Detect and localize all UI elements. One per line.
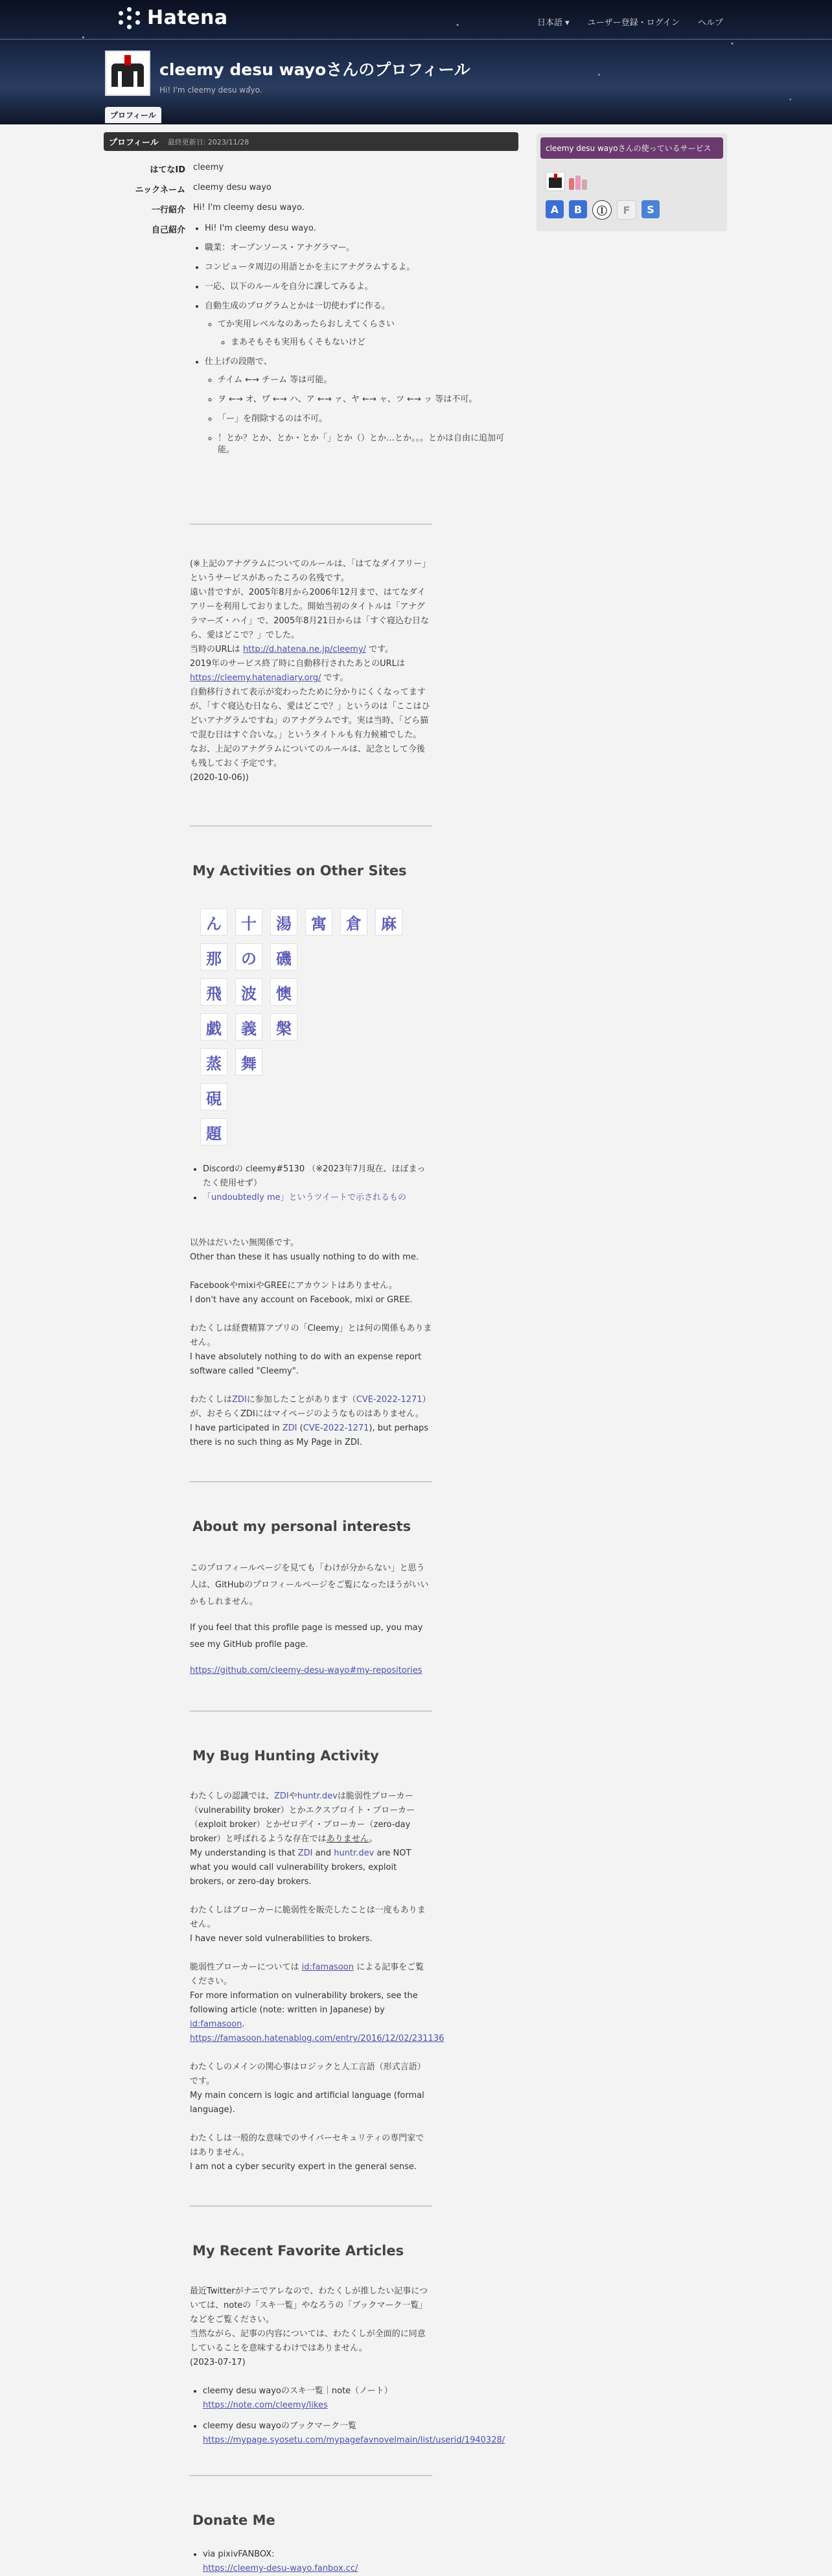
note-likes-link[interactable]: https://note.com/cleemy/likes [203, 2400, 328, 2410]
list-item: ◦ ヲ ←→ オ、ヷ ←→ ハ、ア ←→ ァ、ヤ ←→ ャ、ツ ←→ ッ 等は不可。 [218, 394, 514, 406]
kanji-tile[interactable]: 十 [235, 908, 262, 936]
one-line-value: Hi! I'm cleemy desu wayo. [193, 203, 305, 213]
old-diary-link[interactable]: http://d.hatena.ne.jp/cleemy/ [242, 645, 366, 654]
famasoon-link[interactable]: id:famasoon [190, 2019, 242, 2029]
fanbox-link[interactable]: https://cleemy-desu-wayo.fanbox.cc/ [203, 2564, 358, 2573]
list-item: • cleemy desu wayoのブックマーク一覧 https://mypage.syosetu.com/mypagefavnovelmain/list/userid/1940328/ [203, 2419, 432, 2448]
list-item: • 自動生成のプログラムとかは一切使わずに作る。 ◦ てか実用レベルなのあったらおしえてくらさい ◦ まあそもそも実用もくそもないけど [205, 301, 514, 349]
tab-profile[interactable]: プロフィール [105, 107, 161, 123]
hatena-logo-text: Hatena [147, 6, 228, 29]
hatena-id-label: はてなID [150, 165, 185, 175]
huntr-link[interactable]: huntr.dev [297, 1791, 338, 1801]
zdi-link[interactable]: ZDI [232, 1395, 247, 1405]
kanji-tile[interactable]: 波 [235, 978, 262, 1006]
list-item: ◦ 「ー」を削除するのは不可。 [218, 413, 514, 425]
interests-text: このプロフィールページを見ても「わけが分からない」と思う人は、GitHubのプロフィールページをご覧になったほうがいいかもしれません。 If you feel that this profile page is messed up, you may see my GitHub profile page. https://github.com/cleemy-desu-wayo#my-repositories [190, 1563, 429, 1675]
famasoon-link[interactable]: id:famasoon [301, 1962, 354, 1972]
kanji-tile[interactable]: 那 [200, 943, 227, 971]
kanji-tile[interactable]: 湯 [270, 908, 297, 936]
top-bar [0, 0, 832, 40]
service-f-icon[interactable]: F [617, 200, 636, 220]
kanji-tile[interactable]: ん [200, 908, 227, 936]
nickname-label: ニックネーム [135, 185, 185, 195]
profile-head [105, 51, 470, 96]
avatar-small[interactable] [546, 172, 565, 191]
list-item: ◦ まあそもそも実用もくそもないけど [231, 337, 514, 349]
activities-text: 以外はだいたい無関係です。 Other than these it has usually nothing to do with me. FacebookやmixiやGREEにアカウントはありません。 I don't have any account on Facebook, mixi or GREE. わたくしは経費精算アプリの「Cleemy」とは何の関係もありません。 I have absolutely nothing to do with an expense report software called "Cleemy". わたくしはZDIに参加したことがあります（CVE-2022-1271）が、おそらくZDIにはマイページのようなものはありません。 I have participated in ZDI (CVE-2022-1271), but perhaps there is no such thing as My Page in ZDI. [190, 1238, 432, 1447]
zdi-link[interactable]: ZDI [274, 1791, 289, 1801]
zdi-link[interactable]: ZDI [282, 1423, 297, 1433]
service-info-icon[interactable]: Ⓘ [592, 200, 612, 220]
list-item: • 一応、以下のルールを自分に課してみるよ。 [205, 281, 514, 293]
avatar[interactable] [105, 51, 150, 96]
last-updated: 最終更新日: 2023/11/28 [167, 137, 249, 146]
bug-hunting-text: わたくしの認識では、ZDIやhuntr.devは脆弱性ブローカー（vulnerability broker）とかエクスプロイト・ブローカー（exploit broker）とかゼロデイ・ブローカー（zero-day broker）と呼ばれるような存在ではありません。 My understanding is that ZDI and huntr.dev are NOT what you would call vulnerability brokers, exploit brokers, or zero-day brokers. わたくしはブローカーに脆弱性を販売したことは一度もありません。 I have never sold vulnerabilities to brokers. 脆弱性ブローカーについては id:famasoon による記事をご覧ください。 For more information on vulnerability brokers, see the following article (note: written in Japanese) by id:famasoon. https://famasoon.hatenablog.com/entry/2016/12/02/231136 わたくしのメインの関心事はロジックと人工言語（形式言語）です。 My main concern is logic and artificial language (formal language). わたくしは一般的な意味でのサイバーセキュリティの専門家ではありません。 I am not a cyber security expert in the general sense. [190, 1791, 445, 2172]
list-item: ◦ ！とか？とか、とか・とか「」とか（）とか…とか。。。とかは自由に追加可能。 [218, 433, 514, 456]
list-item [203, 1191, 432, 1205]
famasoon-article-link[interactable]: https://famasoon.hatenablog.com/entry/2016/12/02/231136 [190, 2034, 445, 2043]
list-item: • 職業：オープンソース・アナグラマー。 [205, 242, 514, 254]
syosetu-bookmark-link[interactable]: https://mypage.syosetu.com/mypagefavnovelmain/list/userid/1940328/ [203, 2435, 505, 2445]
hatenadiary-link[interactable]: https://cleemy.hatenadiary.org/ [190, 673, 321, 683]
kanji-tile[interactable]: 寓 [305, 908, 332, 936]
intro-list [193, 223, 514, 456]
interests-heading: About my personal interests [192, 1519, 411, 1534]
cve-link[interactable]: CVE-2022-1271 [356, 1395, 422, 1405]
kanji-tile[interactable]: 倉 [340, 908, 367, 936]
language-menu[interactable]: 日本語 ▾ [537, 18, 570, 28]
badge-icon [569, 172, 588, 190]
service-icons [537, 191, 727, 220]
kanji-tile[interactable]: 蒸 [200, 1048, 227, 1075]
hatena-id-value: cleemy [193, 163, 224, 172]
bug-hunting-heading: My Bug Hunting Activity [192, 1748, 379, 1764]
huntr-link[interactable]: huntr.dev [334, 1848, 375, 1858]
help-link[interactable]: ヘルプ [697, 18, 723, 28]
kanji-tile[interactable]: 飛 [200, 978, 227, 1006]
activities-heading: My Activities on Other Sites [192, 863, 407, 879]
kanji-tile[interactable]: 義 [235, 1013, 262, 1041]
activities-list [190, 1162, 432, 1205]
sidebar-title: cleemy desu wayoさんの使っているサービス [540, 137, 723, 159]
section-header [104, 132, 518, 151]
kanji-tile[interactable]: 麻 [375, 908, 402, 936]
divider [190, 523, 432, 525]
list-item: ◦ てか実用レベルなのあったらおしえてくらさい ◦ まあそもそも実用もくそもないけど [218, 319, 514, 349]
kanji-grid [200, 908, 432, 1153]
service-s-icon[interactable]: S [641, 200, 660, 218]
github-link[interactable]: https://github.com/cleemy-desu-wayo#my-repositories [190, 1666, 422, 1675]
main-content [104, 132, 518, 2576]
register-login-link[interactable]: ユーザー登録・ログイン [587, 18, 680, 28]
divider [190, 2475, 432, 2476]
header-banner [0, 0, 832, 124]
list-item: • 仕上げの段階で、 ◦ チイム ←→ チーム 等は可能。 ◦ ヲ ←→ オ、ヷ ←→ ハ、ア ←→ ァ、ヤ ←→ ャ、ツ ←→ ッ 等は不可。 ◦ 「ー」を削除するのは不可。 ◦ ！とか？とか、とか・とか「」とか（）とか…とか。。。とかは自由に追加可能。 [205, 356, 514, 456]
profile-subtitle: Hi! I'm cleemy desu wayo. [159, 86, 262, 95]
divider [190, 825, 432, 827]
note-block: (※上記のアナグラムについてのルールは、「はてなダイアリー」というサービスがあったころの名残です。 遠い昔ですが、2005年8月から2006年12月まで、はてなダイアリーを利用しておりました。開始当初のタイトルは「アナグラマーズ・ハイ」で、2005年8月21日からは「すぐ寝込む日なら、愛はどこで？」でした。 当時のURLは http://d.hatena.ne.jp/cleemy/ です。 2019年のサービス終了時に自動移行されたあとのURLは https://cleemy.hatenadiary.org/ です。 自動移行されて表示が変わったために分かりにくくなってますが、「すぐ寝込む日なら、愛はどこで？」というのは「ここはひどいアナグラムですね」のアナグラムです。実は当時、「どら猫で混む日はすぐ合いな。」というタイトルも有力候補でした。 なお、上記のアナグラムについてのルールは、記念として今後も残しておく予定です。 (2020-10-06)) [190, 559, 431, 783]
divider [190, 1710, 432, 1712]
kanji-tile[interactable]: の [235, 943, 262, 971]
divider [190, 1481, 432, 1482]
profile-title: cleemy desu wayoさんのプロフィール [159, 60, 470, 79]
undoubtedly-link[interactable]: 「undoubtedly me」というツイートで示されるもの [203, 1193, 406, 1202]
kanji-tile[interactable]: 槃 [270, 1013, 297, 1041]
nickname-value: cleemy desu wayo [193, 183, 272, 192]
kanji-tile[interactable]: 磯 [270, 943, 297, 971]
hatena-logo-icon [119, 7, 141, 29]
articles-heading: My Recent Favorite Articles [192, 2243, 404, 2259]
cve-link[interactable]: CVE-2022-1271 [303, 1423, 369, 1433]
kanji-tile[interactable]: 懊 [270, 978, 297, 1006]
donate-list [190, 2547, 432, 2576]
hatena-logo[interactable] [119, 6, 228, 29]
service-a-icon[interactable]: A [546, 200, 564, 218]
donate-heading: Donate Me [192, 2513, 275, 2528]
kanji-tile[interactable]: 題 [200, 1118, 227, 1145]
sidebar [537, 133, 727, 231]
articles-text: 最近Twitterがナニでアレなので、わたくしが推したい記事については、noteの「スキ一覧」やなろうの「ブックマーク一覧」などをご覧ください。 当然ながら、記事の内容については、わたくしが全面的に同意していることを意味するわけではありません。 (2023-07-17) [190, 2286, 428, 2367]
profile-info-table [104, 159, 518, 468]
intro-label: 自己紹介 [151, 225, 185, 235]
top-nav [537, 16, 723, 28]
sidebar-icons [537, 163, 727, 191]
one-line-label: 一行紹介 [151, 205, 185, 215]
divider [190, 2205, 432, 2207]
kanji-tile[interactable]: 戯 [200, 1013, 227, 1041]
list-item: • via pixivFANBOX: https://cleemy-desu-wayo.fanbox.cc/ [203, 2547, 432, 2576]
list-item: • Hi! I'm cleemy desu wayo. [205, 223, 514, 235]
list-item: • Discordの cleemy#5130 （※2023年7月現在、ほぼまったく使用せず） [203, 1162, 432, 1191]
kanji-tile[interactable]: 硯 [200, 1083, 227, 1110]
service-b-icon[interactable]: B [569, 200, 587, 218]
kanji-tile[interactable]: 舞 [235, 1048, 262, 1075]
list-item: • cleemy desu wayoのスキ一覧｜note（ノート） https://note.com/cleemy/likes [203, 2384, 432, 2413]
section-title: プロフィール [109, 138, 159, 148]
list-item: • コンピュータ周辺の用語とかを主にアナグラムするよ。 [205, 262, 514, 273]
list-item: ◦ チイム ←→ チーム 等は可能。 [218, 374, 514, 386]
articles-list [190, 2384, 505, 2448]
zdi-link[interactable]: ZDI [297, 1848, 313, 1858]
